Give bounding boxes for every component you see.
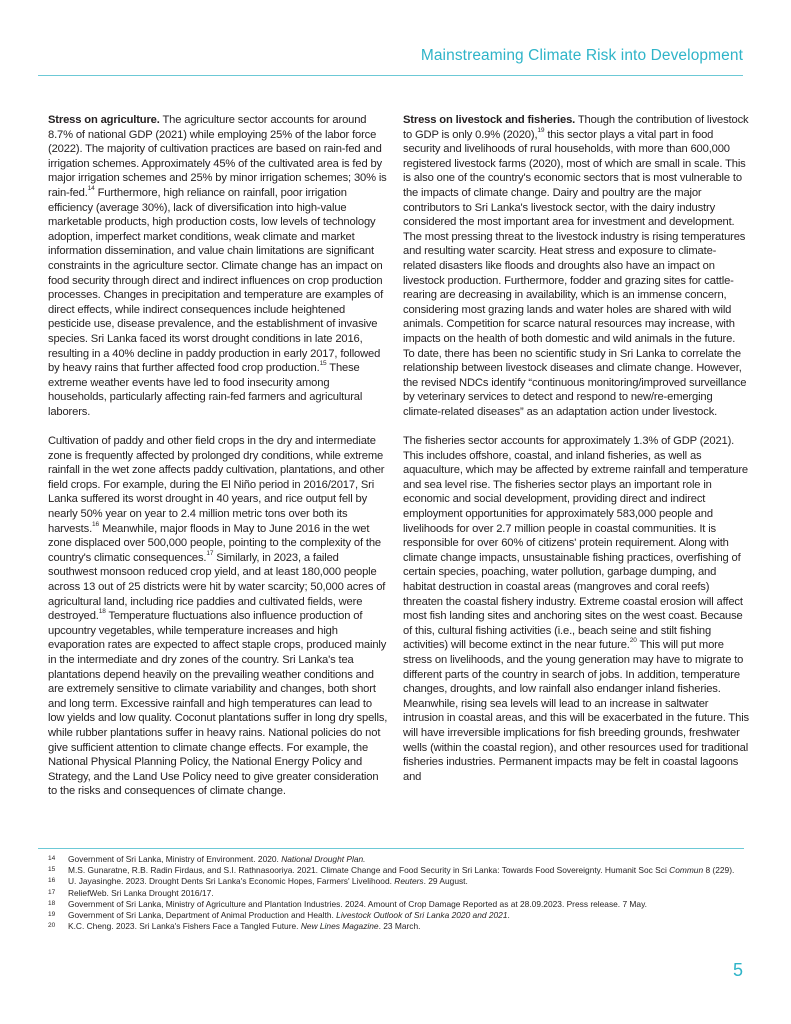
paragraph-crops: Cultivation of paddy and other field crops in the dry and intermediate zone is frequently affected by prolonged dry conditions, while extreme rainfall in the wet zone affects paddy cultivation, plantations, and other field crops. For example, during the El Niño period in 2016/2017, Sri Lanka suffered its worst drought in 40 years, and rice output fell by nearly 50% year on year to 2.4 million metric tons over both its harvests.$^{16}$ Meanwhile, major floods in May to June 2016 in the wet zone displaced over 500,000 people, pointing to the complexity of the country's climatic consequences.$^{17}$ Similarly, in 2023, a failed southwest monsoon reduced crop yield, and at least 180,000 people across 13 out of 25 districts were hit by water scarcity; 50,000 acres of agricultural land, including rice paddies and cultivated fields, were destroyed.$^{18}$ Temperature fluctuations also influence production of upcountry vegetables, while temperature increases and high evaporation rates are expected to affect staple crops, produced mainly in the intermediate and dry zones of the country. Sri Lanka's tea plantations depend heavily on the prevailing weather conditions and are extremely sensitive to climate variability and changes, both short and long term. Excessive rainfall and high temperatures can lead to low yields and low quality. Coconut plantations suffer in long dry spells, while rubber plantations suffer in heavy rains. National policies do not give sufficient attention to climate change effects. For example, the National Physical Planning Policy, the National Energy Policy and Strategy, and the Land Use Policy need to give greater consideration to the risks and consequences of climate change. bbox=[48, 435, 388, 798]
footnote: 14 Government of Sri Lanka, Ministry of Environment. 2020. National Drought Plan. bbox=[48, 854, 366, 864]
right-column bbox=[403, 113, 749, 799]
left-column bbox=[48, 113, 390, 814]
footnote-divider bbox=[38, 848, 744, 849]
header-divider bbox=[38, 75, 743, 76]
footnote: 16 U. Jayasinghe. 2023. Drought Dents Sri Lanka's Economic Hopes, Farmers' Livelihood. Reuters. 29 August. bbox=[48, 876, 468, 887]
footnote-ref[interactable]: 14 bbox=[87, 184, 95, 192]
footnote: 18 Government of Sri Lanka, Ministry of Agriculture and Plantation Industries. 2024. Amount of Crop Damage Reported as at 28.09.2023. Press release. 7 May. bbox=[48, 898, 647, 909]
paragraph-livestock: Stress on livestock and fisheries. Though the contribution of livestock to GDP is only 0.9% (2020),$^{19}$ this sector plays a vital part in food security and livelihoods of rural households, with more than 600,000 registered livestock farms (2020), most of which are small in scale. This is also one of the country's economic sectors that is most vulnerable to the impacts of climate change. Dairy and poultry are the major contributors to Sri Lanka's livestock sector, with the dairy industry considered the most important area for investment and development. The most pressing threat to the livestock industry is rising temperatures and resulting water scarcity. Heat stress and exposure to climate-related disasters like floods and droughts also have an impact on livestock production. Furthermore, fodder and grazing sites for cattle-rearing are decreasing in availability, which is an immense concern, considering most grazing lands and water holes are shared with wild animals. Competition for scarce natural resources may increase, with impacts on the health of both domestic and wild animals in the future. To date, there has been no scientific study in Sri Lanka to correlate the relationship between livestock diseases and climate change. However, the revised NDCs identify “continuous monitoring/improved surveillance by veterinary services to detect and respond to new/re-emerging climate-related diseases” as an adaptation action under livestock. bbox=[403, 114, 749, 418]
footnote: 20 K.C. Cheng. 2023. Sri Lanka's Fishers Face a Tangled Future. New Lines Magazine. 23 March. bbox=[48, 921, 421, 932]
footnote-ref[interactable]: 15 bbox=[319, 360, 327, 368]
footnote-ref[interactable]: 17 bbox=[206, 549, 214, 557]
footnotes bbox=[48, 854, 748, 932]
footnote-ref[interactable]: 16 bbox=[92, 520, 99, 528]
footnote: 15 M.S. Gunaratne, R.B. Radin Firdaus, and S.I. Rathnasooriya. 2021. Climate Change and Food Security in Sri Lanka: Towards Food Sovereignty. Humanit Soc Sci Commun 8 (229). bbox=[48, 865, 735, 876]
footnote-ref[interactable]: 18 bbox=[98, 608, 106, 616]
paragraph-fisheries: The fisheries sector accounts for approximately 1.3% of GDP (2021). This includes offshore, coastal, and inland fisheries, as well as aquaculture, which may be affected by extreme rainfall and temperature and sea level rise. The fisheries sector plays an important role in economic and social development, providing direct and indirect employment opportunities for approximately 583,000 people and livelihoods for over 2.7 million people in coastal communities. It is responsible for over 60% of citizens' protein requirement. Along with climate change impacts, unsustainable fishing practices, overfishing of certain species, poaching, water pollution, garbage dumping, and habitat destruction in coastal areas (mangroves and coral reefs) threaten the coastal fishery industry. Extreme coastal erosion will affect most fish landing sites and anchoring sites on the west coast. Because of this, cultural fishing activities (i.e., beach seine and stilt fishing activities) will become extinct in the near future.$^{20}$ This will put more stress on livelihoods, and the young generation may have to migrate to different parts of the country in search of jobs. In addition, temperature changes, droughts, and low rainfall also endanger inland fisheries. Meanwhile, rising sea levels will lead to an increase in saltwater intrusion in coastal areas, and this will be exacerbated in the future. This will have irreversible implications for fish breeding grounds, freshwater wells (within the coastal region), and other resources used for traditional fisheries industries. Permanent impacts may be felt in coastal lagoons and bbox=[403, 435, 749, 783]
paragraph-agriculture: Stress on agriculture. The agriculture sector accounts for around 8.7% of national GDP (2021) while employing 25% of the labor force (2022). The majority of cultivation practices are based on rain-fed and irrigation schemes. Approximately 45% of the cultivated area is fed by major irrigation schemes and 25% by minor irrigation schemes; 30% is rain-fed.$^{14}$ Furthermore, high reliance on rainfall, poor irrigation efficiency (average 30%), lack of diversification into high-value marketable products, high production costs, low levels of technology adoption, imperfect market conditions, weak climate and market information dissemination, and value chain limitations are significant constraints in the agriculture sector. Climate change has an impact on food security through direct and indirect influences on crop production processes. Changes in precipitation and temperature are examples of direct effects, while indirect consequences include heightened pesticide use, disease prevalence, and the establishment of invasive species. Sri Lanka faced its worst drought conditions in late 2016, resulting in a 40% decline in paddy production in early 2017, followed by heavy rains that further affected food crop production.$^{15}$ These extreme weather events have led to food insecurity among households, particularly affecting rain-fed farmers and agricultural laborers. bbox=[48, 114, 387, 418]
footnote-ref[interactable]: 20 bbox=[629, 637, 637, 645]
footnote-ref[interactable]: 19 bbox=[537, 126, 545, 134]
section-heading: Stress on livestock and fisheries. bbox=[403, 114, 576, 126]
footnote: 19 Government of Sri Lanka, Department of Animal Production and Health. Livestock Outlook of Sri Lanka 2020 and 2021. bbox=[48, 910, 510, 921]
footnote: 17 ReliefWeb. Sri Lanka Drought 2016/17. bbox=[48, 887, 214, 898]
section-heading: Stress on agriculture. bbox=[48, 114, 160, 126]
page-number: 5 bbox=[732, 960, 743, 980]
running-header: Mainstreaming Climate Risk into Development bbox=[420, 47, 743, 64]
